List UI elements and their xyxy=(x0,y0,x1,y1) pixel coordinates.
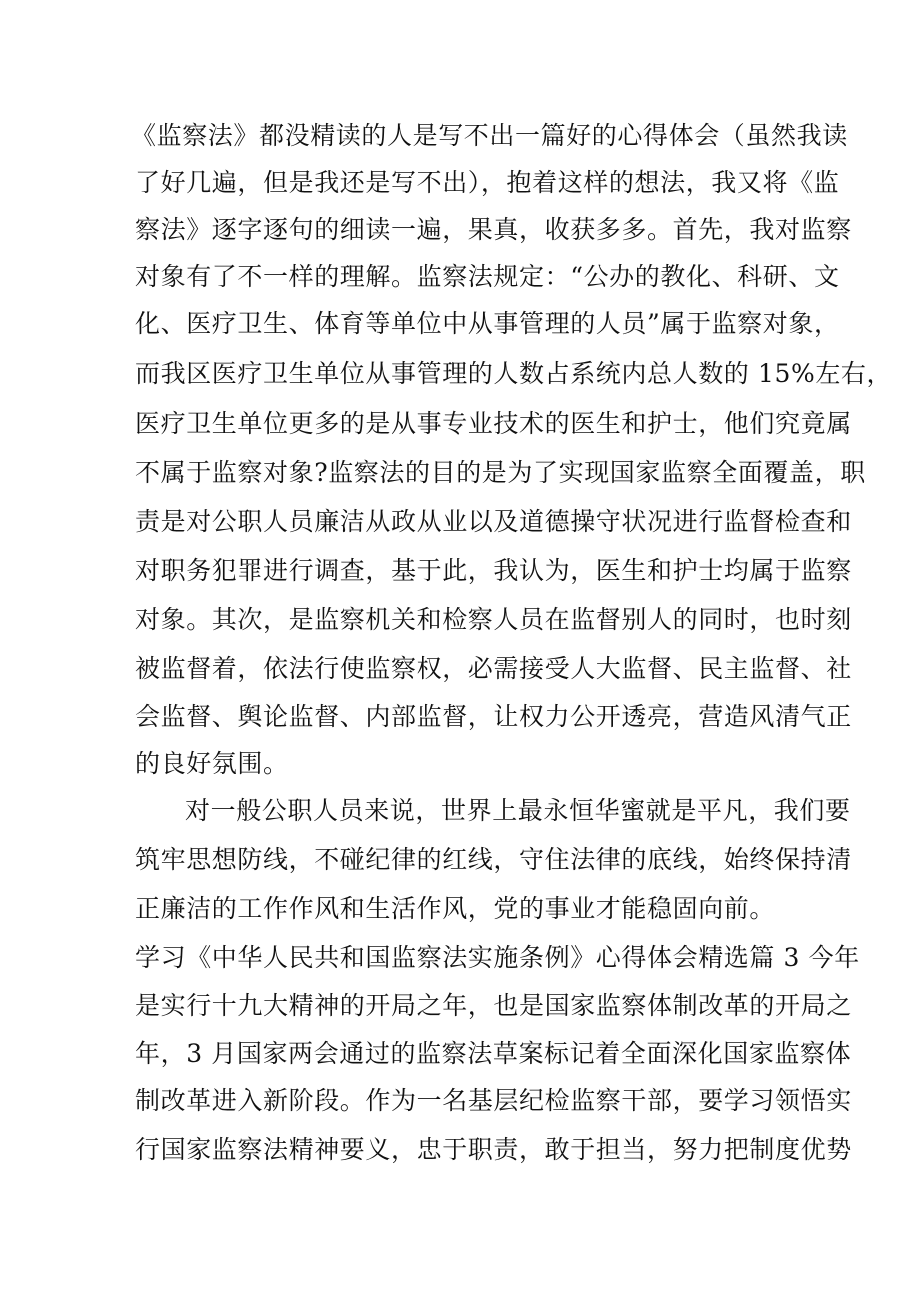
text-line: 制改革进入新阶段。作为一名基层纪检监察干部，要学习领悟实 xyxy=(135,1086,852,1115)
text-line: 医疗卫生单位更多的是从事专业技术的医生和护士，他们究竟属 xyxy=(135,409,852,438)
text-line: 对象。其次，是监察机关和检察人员在监督别人的同时，也时刻 xyxy=(135,605,852,634)
text-line: 不属于监察对象?监察法的目的是为了实现国家监察全面覆盖，职 xyxy=(135,458,866,487)
text-line: 对一般公职人员来说，世界上最永恒华蜜就是平凡，我们要 xyxy=(185,796,851,825)
text-line: 是实行十九大精神的开局之年，也是国家监察体制改革的开局之 xyxy=(135,991,852,1020)
text-line: 对象有了不一样的理解。监察法规定：“公办的教化、科研、文 xyxy=(135,262,840,291)
text-line: 被监督着，依法行使监察权，必需接受人大监督、民主监督、社 xyxy=(135,654,852,683)
text-line: 会监督、舆论监督、内部监督，让权力公开透亮，营造风清气正 xyxy=(135,702,852,731)
text-line: 筑牢思想防线，不碰纪律的红线，守住法律的底线，始终保持清 xyxy=(135,845,852,874)
text-line: 察法》逐字逐句的细读一遍，果真，收获多多。首先，我对监察 xyxy=(135,215,852,244)
text-line: 化、医疗卫生、体育等单位中从事管理的人员”属于监察对象， xyxy=(135,309,840,338)
text-line: 的良好氛围。 xyxy=(135,749,289,778)
text-line: 《监察法》都没精读的人是写不出一篇好的心得体会（虽然我读 xyxy=(131,121,848,150)
text-line: 行国家监察法精神要义，忠于职责，敢于担当，努力把制度优势 xyxy=(135,1135,852,1164)
text-line: 年，3 月国家两会通过的监察法草案标记着全面深化国家监察体 xyxy=(135,1039,852,1068)
text-line: 责是对公职人员廉洁从政从业以及道德操守状况进行监督检查和 xyxy=(135,507,852,536)
text-line: 学习《中华人民共和国监察法实施条例》心得体会精选篇 3 今年 xyxy=(135,943,860,972)
text-line: 了好几遍，但是我还是写不出），抱着这样的想法，我又将《监 xyxy=(135,168,840,197)
text-line: 而我区医疗卫生单位从事管理的人数占系统内总人数的 15%左右， xyxy=(135,359,893,388)
text-line: 对职务犯罪进行调查，基于此，我认为，医生和护士均属于监察 xyxy=(135,556,852,585)
text-line: 正廉洁的工作作风和生活作风，党的事业才能稳固向前。 xyxy=(135,894,776,923)
